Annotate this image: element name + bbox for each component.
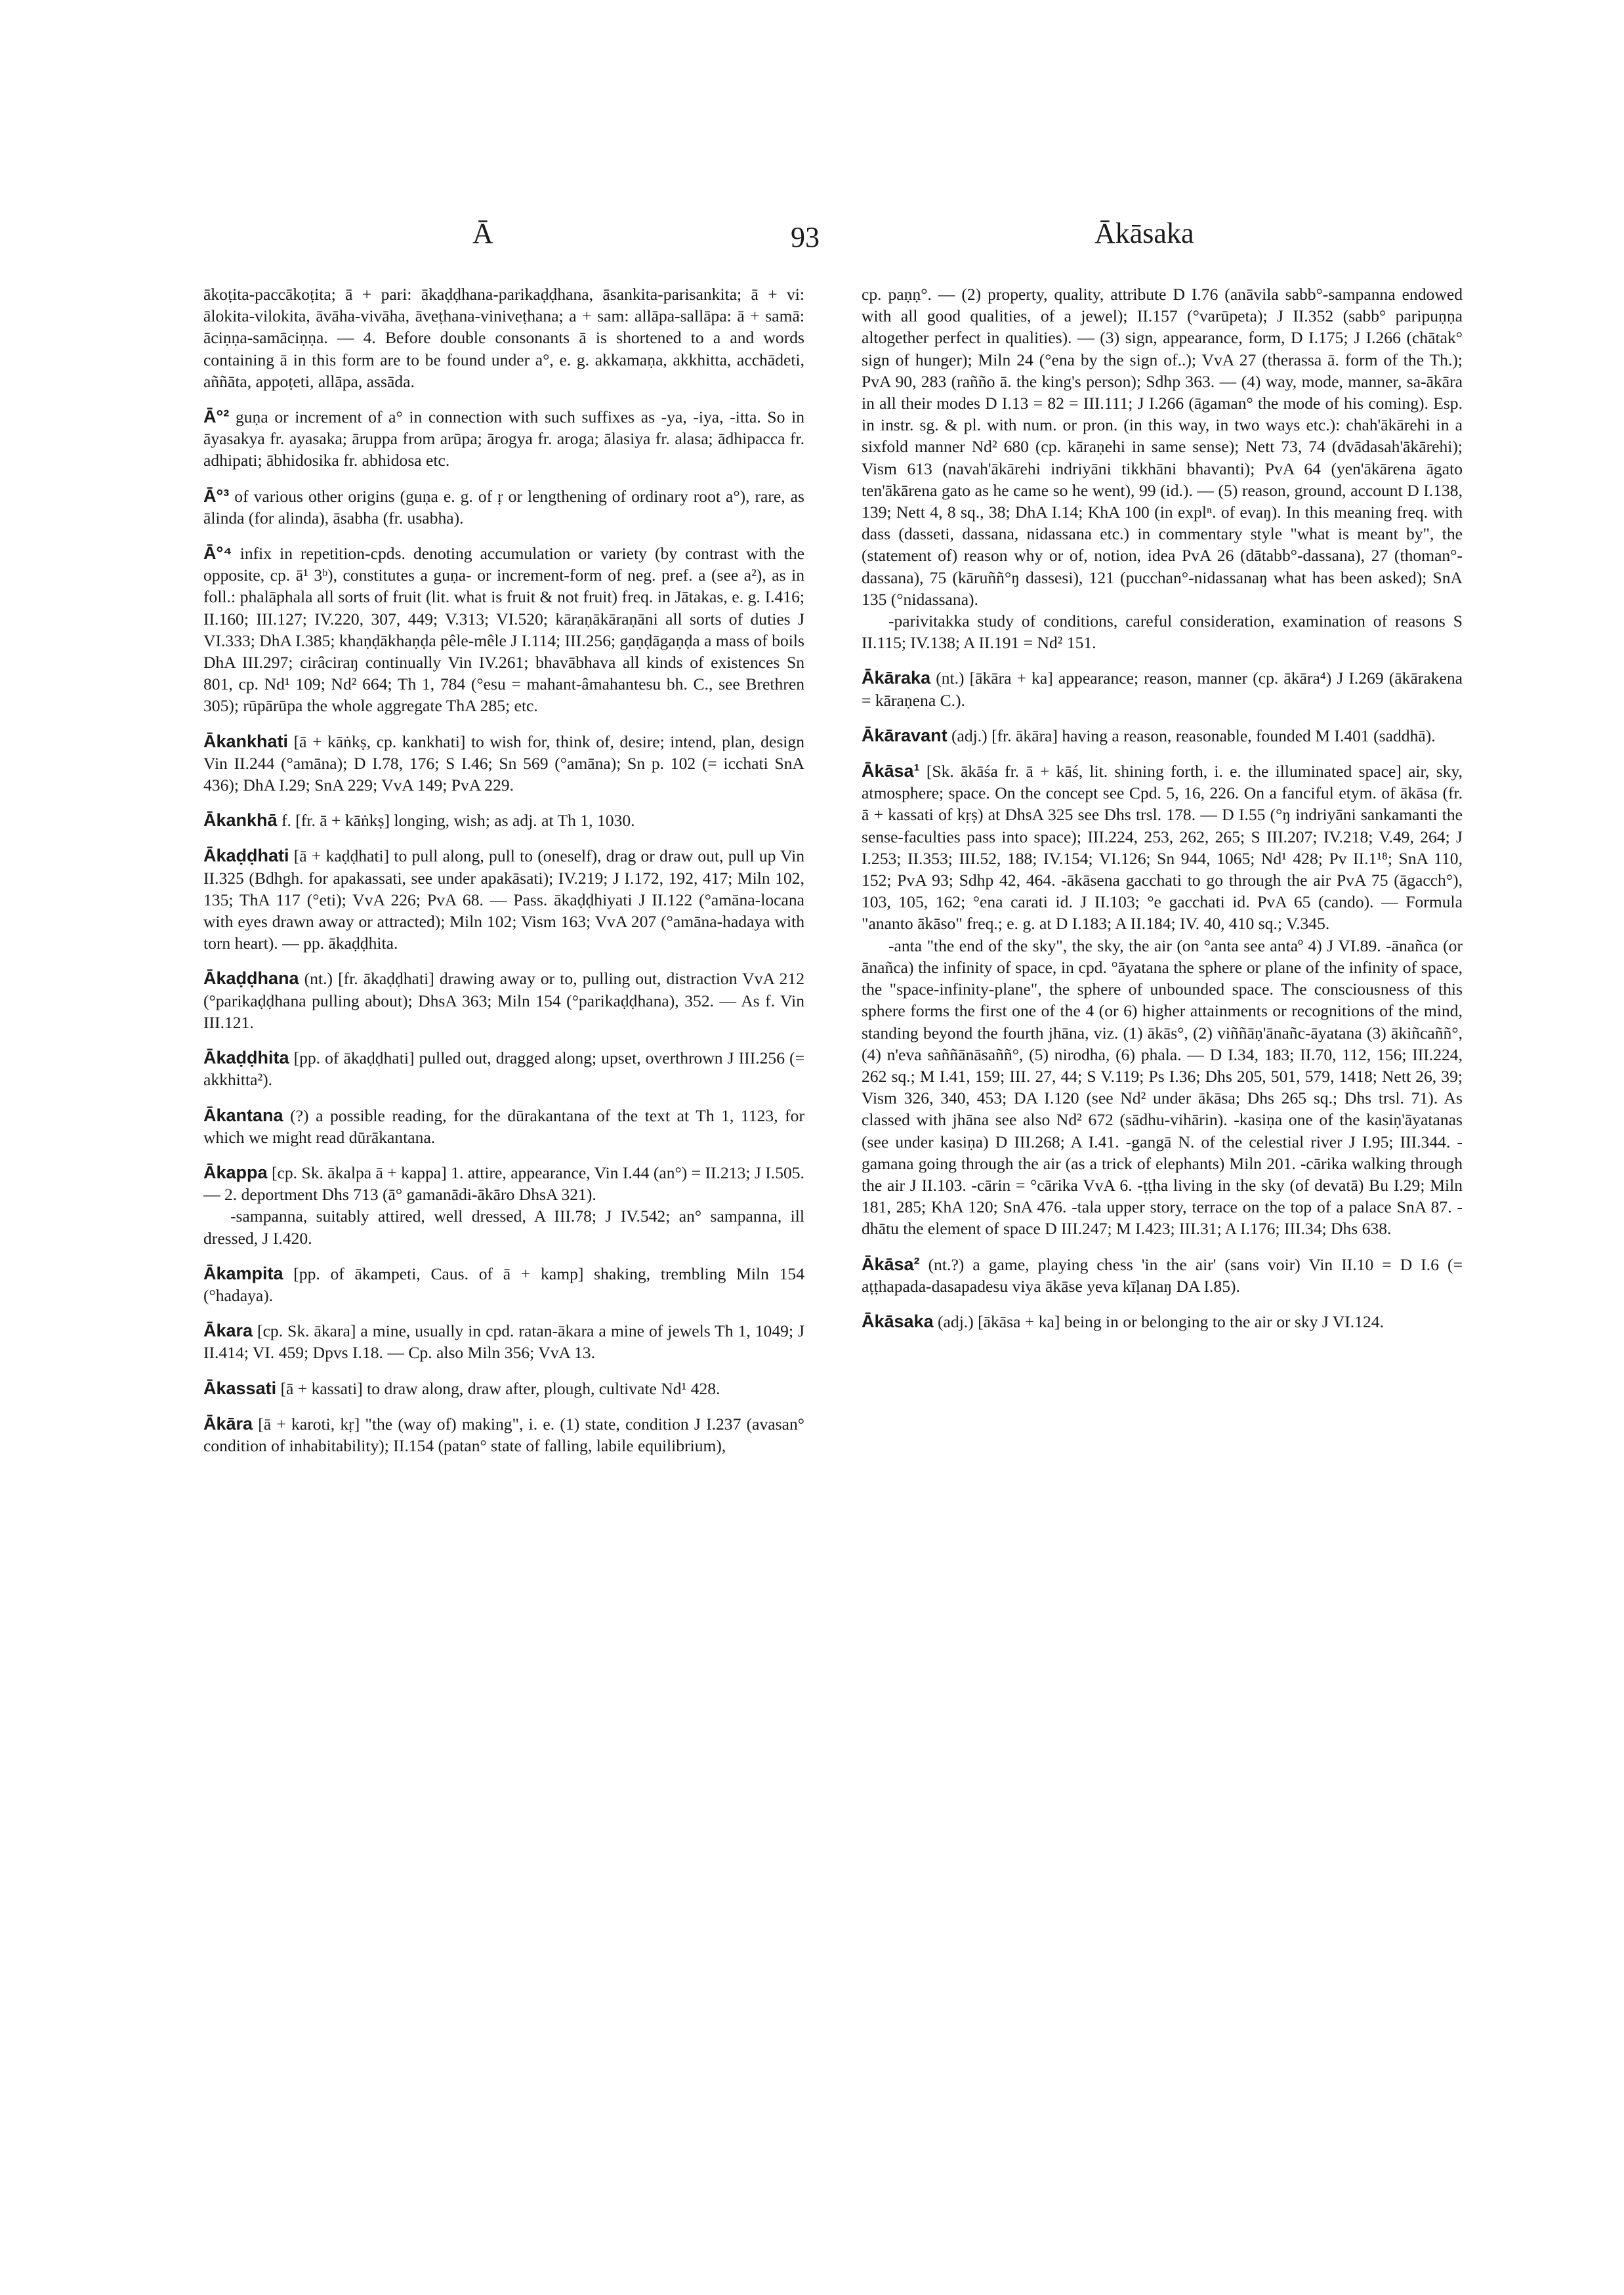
left-column [203,283,804,1470]
entry-subentry: -anta "the end of the sky", the sky, the air (on °anta see antaº 4) J VI.89. -ānañca (or ānañca) the infinity of space, in cpd. °āyatana the sphere or plane of the infinity of space, the "space-infinity-plane", the sphere of unbounded space. The consciousness of this sphere forms the first one of the 4 (or 6) higher attainments or recognitions of the mind, standing beyond the fourth jhāna, viz. (1) ākās°, (2) viññāṇ'ānañc-āyatana (3) ākiñcaññ°, (4) n'eva saññānāsaññ°, (5) nirodha, (6) phala. — D I.34, 183; II.70, 112, 156; III.224, 262 sq.; M I.41, 159; III. 27, 44; S V.119; Ps I.36; Dhs 205, 501, 579, 1418; Nett 26, 39; Vism 326, 340, 453; DA I.120 (see Nd² under ākāsa; Dhs 265 sq.; Dhs trsl. 71). As classed with jhāna see also Nd² 672 (sādhu-vihārin). -kasiṇa one of the kasiṇ'āyatanas (see under kasiṇa) D III.268; A I.41. -gangā N. of the celestial river J I.95; III.344. -gamana going through the air (as a trick of elephants) Miln 201. -cārika walking through the air J II.103. -cārin = °cārika VvA 6. -ṭṭha living in the sky (of devatā) Bu I.29; Miln 181, 285; KhA 120; SnA 476. -tala upper story, terrace on the top of a palace SnA 87. -dhātu the element of space D III.247; M I.423; III.31; A I.176; III.34; Dhs 638. [862,936,1463,1239]
dictionary-entry [203,968,804,1033]
right-column [862,283,1463,1346]
entry-headword: Ākāravant [862,725,947,745]
entry-headword: Ākankhā [203,810,278,831]
entry-headword: Ā°² [203,407,230,427]
entry-subentry: -parivitakka study of conditions, careful consideration, examination of reasons S II.115; IV.138; A II.191 = Nd² 151. [862,611,1463,653]
entry-headword: Ākantana [203,1105,283,1125]
entry-text: (nt.) [fr. ākaḍḍhati] drawing away or to, pulling out, distraction VvA 212 (°parikaḍḍhana pulling about); DhsA 363; Miln 154 (°parikaḍḍhana), 352. — As f. Vin III.121. [203,969,804,1032]
entry-text: (nt.?) a game, playing chess 'in the air' (sans voir) Vin II.10 = D I.6 (= aṭṭhapada-dasapadesu viya ākāse yeva kīḷanaŋ DA I.85). [862,1254,1463,1296]
entry-headword: Ā°³ [203,486,230,506]
dictionary-entry [203,1047,804,1090]
header-left-letter: Ā [472,217,493,249]
entry-text: ākoṭita-paccākoṭita; ā + pari: ākaḍḍhana-parikaḍḍhana, āsankita-parisankita; ā + vi: ālokita-vilokita, āvāha-vivāha, āveṭhana-viniveṭhana; a + sam: allāpa-sallāpa: ā + samā: āciṇṇa-samāciṇṇa. — 4. Before double consonants ā is shortened to a and words containing ā in this form are to be found under a°, e. g. akkamaṇa, akkhitta, acchādeti, aññāta, appoṭeti, allāpa, assāda. [203,285,804,391]
dictionary-entry [203,1413,804,1457]
entry-headword: Ākāra [203,1413,253,1434]
entry-headword: Ākaḍḍhana [203,968,299,989]
entry-text: f. [fr. ā + kāṅkṣ] longing, wish; as adj. at Th 1, 1030. [281,811,635,831]
dictionary-entry [203,731,804,796]
entry-headword: Ākankhati [203,731,289,751]
dictionary-entry [203,486,804,529]
entry-text: [ā + kaḍḍhati] to pull along, pull to (oneself), drag or draw out, pull up Vin II.325 (Bdhgh. for apakassati, see under apakāsati); IV.219; J I.172, 192, 417; Miln 102, 135; ThA 117 (°eti); VvA 226; PvA 68. — Pass. ākaḍḍhiyati J II.122 (°amāna-locana with eyes drawn away or attracted); Miln 102; Vism 163; VvA 207 (°amāna-hadaya with torn heart). — pp. ākaḍḍhita. [203,846,804,953]
dictionary-entry [203,1105,804,1148]
dictionary-entry [203,1263,804,1306]
dictionary-entry [862,1254,1463,1297]
entry-text: [Sk. ākāśa fr. ā + kāś, lit. shining forth, i. e. the illuminated space] air, sky, atmosphere; space. On the concept see Cpd. 5, 16, 226. On a fanciful etym. of ākāsa (fr. ā + kassati of kṛṣ) at DhsA 325 see Dhs trsl. 178. — D I.55 (°ŋ indriyāni sankamanti the sense-faculties pass into space); III.224, 253, 262, 265; S III.207; IV.218; V.49, 264; J I.253; II.353; III.52, 188; IV.154; VI.126; Sn 944, 1065; Nd¹ 428; Pv II.1¹⁸; SnA 110, 152; PvA 93; Sdhp 42, 464. -ākāsena gacchati to go through the air PvA 75 (āgacch°), 103, 105, 162; °ena carati id. J II.103; °e gacchati id. PvA 65 (cando). — Formula "ananto ākāso" freq.; e. g. at D I.183; A II.184; IV. 40, 410 sq.; V.345. [862,762,1463,934]
entry-headword: Ā°⁴ [203,543,232,564]
entry-text: [pp. of ākampeti, Caus. of ā + kamp] shaking, trembling Miln 154 (°hadaya). [203,1264,804,1305]
dictionary-entry [203,1378,804,1399]
entry-headword: Ākaḍḍhati [203,846,289,866]
entry-text: (nt.) [ākāra + ka] appearance; reason, manner (cp. ākāra⁴) J I.269 (ākārakena = kāraṇena C.). [862,669,1463,710]
entry-text: [ā + kāṅkṣ, cp. kankhati] to wish for, think of, desire; intend, plan, design Vin II.244 (°amāna); D I.78, 176; S I.46; Sn 569 (°amāna); Sn p. 102 (= icchati SnA 436); DhA I.29; SnA 229; VvA 149; PvA 229. [203,732,804,795]
entry-headword: Ākāraka [862,668,931,688]
entry-text: [pp. of ākaḍḍhati] pulled out, dragged along; upset, overthrown J III.256 (= akkhitta²). [203,1048,804,1090]
entry-text: [cp. Sk. ākara] a mine, usually in cpd. ratan-ākara a mine of jewels Th 1, 1049; J II.414; VI. 459; Dpvs I.18. — Cp. also Miln 356; VvA 13. [203,1321,804,1363]
entry-text: guṇa or increment of a° in connection with such suffixes as -ya, -iya, -itta. So in āyasakya fr. ayasaka; āruppa from arūpa; ārogya fr. aroga; ālasiya fr. alasa; ādhipacca fr. adhipati; ābhidosika fr. abhidosa etc. [203,407,804,470]
entry-text: (adj.) [fr. ākāra] having a reason, reasonable, founded M I.401 (saddhā). [951,726,1436,745]
entry-text: [ā + karoti, kṛ] "the (way of) making", i. e. (1) state, condition J I.237 (avasan° condition of inhabitability); II.154 (patan° state of falling, labile equilibrium), [203,1414,804,1455]
entry-text: infix in repetition-cpds. denoting accumulation or variety (by contrast with the opposite, cp. ā¹ 3ᵇ), constitutes a guṇa- or increment-form of neg. pref. a (see a²), as in foll.: phalāphala all sorts of fruit (lit. what is fruit & not fruit) freq. in Jātakas, e. g. I.416; II.160; III.127; IV.220, 307, 449; V.313; VI.520; kāraṇākāraṇāni all sorts of duties J VI.333; DhA I.385; khaṇḍākhaṇḍa pêle-mêle J I.114; III.256; gaṇḍāgaṇḍa a mass of boils DhA III.297; cirâciraŋ continually Vin IV.261; bhavābhava all kinds of existences Sn 801, cp. Nd¹ 109; Nd² 664; Th 1, 784 (°esu = mahant-âmahantesu bh. C., see Brethren 305); rūpārūpa the whole aggregate ThA 285; etc. [203,544,804,716]
header-right-word: Ākāsaka [1094,217,1194,249]
entry-text: cp. paṇṇ°. — (2) property, quality, attribute D I.76 (anāvila sabb°-sampanna endowed with all good qualities, of a jewel); II.157 (°varūpeta); J II.352 (sabb° paripuṇṇa altogether perfect in qualities). — (3) sign, appearance, form, D I.175; J I.266 (chātak° sign of hunger); Miln 24 (°ena by the sign of..); VvA 27 (therassa ā. form of the Th.); PvA 90, 283 (rañño ā. the king's person); Sdhp 363. — (4) way, mode, manner, sa-ākāra in all their modes D I.13 = 82 = III.111; J I.266 (āgaman° the mode of his coming). Esp. in instr. sg. & pl. with num. or pron. (in this way, in two ways etc.): chah'ākārehi in a sixfold manner Nd² 680 (cp. kāraṇehi in same sense); Nett 73, 74 (dvādasah'ākārehi); Vism 613 (navah'ākārehi indriyāni tikkhāni bhavanti); PvA 64 (yen'ākārena āgato ten'ākārena gato as he came so he went), 99 (id.). — (5) reason, ground, account D I.138, 139; Nett 4, 8 sq., 38; DhA I.14; KhA 100 (in explⁿ. of evaŋ). In this meaning freq. with dass (dasseti, dassana, nidassana etc.) in commentary style "what is meant by", the (statement of) reason why or of, notion, idea PvA 26 (dātabb°-dassana), 27 (thoman°-dassana), 75 (kāruññ°ŋ dassesi), 121 (pucchan°-nidassanaŋ what has been asked); SnA 135 (°nidassana). [862,285,1463,609]
entry-headword: Ākara [203,1321,253,1341]
entry-headword: Ākaḍḍhita [203,1048,289,1068]
entry-text: [ā + kassati] to draw along, draw after, plough, cultivate Nd¹ 428. [280,1378,720,1398]
page-header [0,217,1624,256]
dictionary-entry [862,1311,1463,1333]
dictionary-entry [203,1320,804,1363]
entry-headword: Ākappa [203,1162,268,1182]
entry-headword: Ākampita [203,1263,283,1283]
entry-headword: Ākāsaka [862,1311,934,1331]
entry-headword: Ākassati [203,1378,277,1398]
entry-text: (?) a possible reading, for the dūrakantana of the text at Th 1, 1123, for which we might read dūrākantana. [203,1106,804,1147]
dictionary-entry [862,667,1463,711]
entry-text: of various other origins (guṇa e. g. of ṛ or lengthening of ordinary root a°), rare, as ālinda (for alinda), āsabha (fr. usabha). [203,486,804,527]
entry-text: [cp. Sk. ākalpa ā + kappa] 1. attire, appearance, Vin I.44 (an°) = II.213; J I.505. — 2. deportment Dhs 713 (ā° gamanādi-ākāro DhsA 321). [203,1163,804,1205]
dictionary-entry [203,543,804,717]
dictionary-entry [862,725,1463,747]
dictionary-entry [203,1162,804,1205]
entry-headword: Ākāsa² [862,1254,920,1274]
entry-text: (adj.) [ākāsa + ka] being in or belonging to the air or sky J VI.124. [938,1312,1384,1331]
dictionary-entry [203,845,804,954]
page-number: 93 [791,221,820,253]
entry-headword: Ākāsa¹ [862,761,920,781]
dictionary-entry [862,760,1463,935]
dictionary-entry [203,406,804,472]
dictionary-entry [203,810,804,831]
entry-subentry: -sampanna, suitably attired, well dressed, A III.78; J IV.542; an° sampanna, ill dressed, J I.420. [203,1207,804,1248]
dictionary-entry [862,283,1463,610]
dictionary-entry [203,283,804,392]
